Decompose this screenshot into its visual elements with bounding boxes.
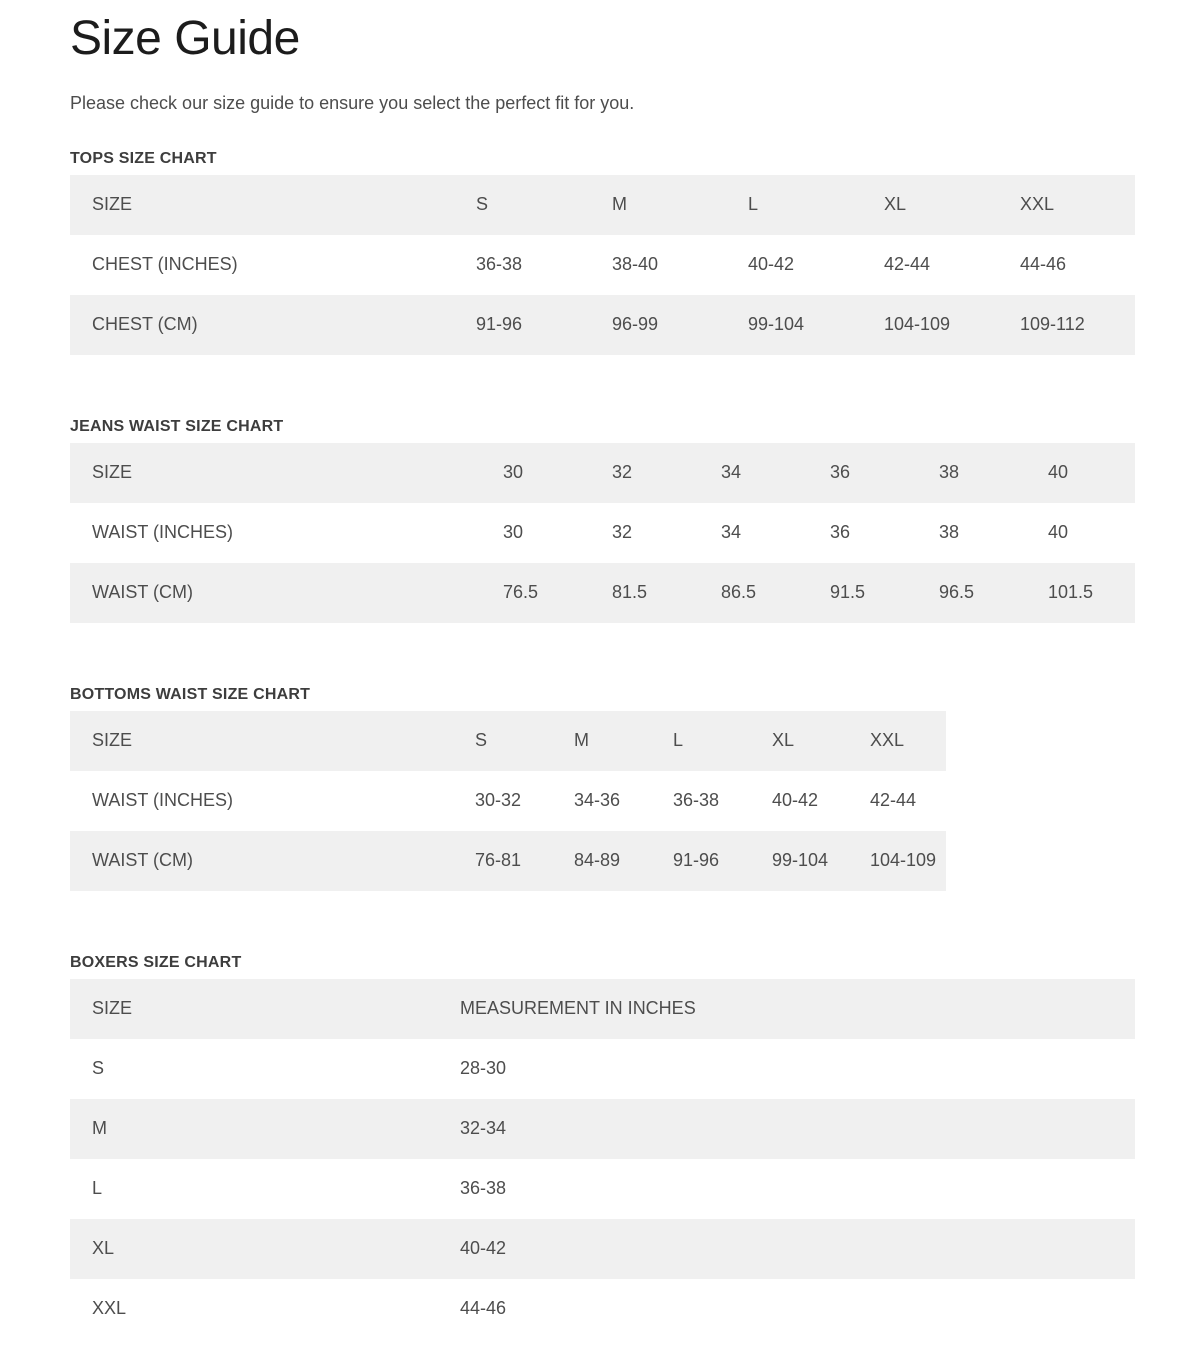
- table-row: [70, 1279, 1135, 1339]
- size-value-cell: 32-34: [460, 1118, 507, 1139]
- row-label: L: [92, 1178, 103, 1199]
- column-header: 36: [830, 462, 851, 483]
- column-header: SIZE: [92, 730, 133, 751]
- size-value-cell: 36: [830, 522, 851, 543]
- size-value-cell: 40: [1048, 522, 1069, 543]
- table-row: [70, 295, 1135, 355]
- table-header-row: [70, 175, 1135, 235]
- column-header: 40: [1048, 462, 1069, 483]
- bottoms-waist-size-chart-heading: BOTTOMS WAIST SIZE CHART: [70, 685, 311, 703]
- size-value-cell: 91-96: [476, 314, 523, 335]
- column-header: XL: [884, 194, 907, 215]
- table-row: [70, 563, 1135, 623]
- table-row: [70, 235, 1135, 295]
- size-value-cell: 109-112: [1020, 314, 1085, 335]
- row-label: CHEST (CM): [92, 314, 198, 335]
- column-header: XXL: [870, 730, 905, 751]
- table-row: [70, 1159, 1135, 1219]
- table-row: [70, 1219, 1135, 1279]
- table-header-row: [70, 979, 1135, 1039]
- tops-size-chart-table: [70, 175, 1135, 355]
- column-header: XL: [772, 730, 795, 751]
- bottoms-waist-size-chart-section: [70, 685, 1135, 891]
- tops-size-chart-section: [70, 149, 1135, 355]
- size-value-cell: 96-99: [612, 314, 659, 335]
- page-title: Size Guide: [70, 12, 300, 65]
- size-value-cell: 42-44: [870, 790, 917, 811]
- size-value-cell: 36-38: [460, 1178, 507, 1199]
- size-value-cell: 44-46: [1020, 254, 1067, 275]
- table-row: [70, 831, 946, 891]
- jeans-waist-size-chart-table: [70, 443, 1135, 623]
- column-header: 34: [721, 462, 742, 483]
- table-row: [70, 1099, 1135, 1159]
- column-header: L: [673, 730, 684, 751]
- table-row: [70, 771, 946, 831]
- size-value-cell: 40-42: [748, 254, 795, 275]
- size-value-cell: 76.5: [503, 582, 539, 603]
- column-header: S: [475, 730, 488, 751]
- row-label: WAIST (INCHES): [92, 790, 234, 811]
- table-header-row: [70, 711, 946, 771]
- tops-size-chart-heading: TOPS SIZE CHART: [70, 149, 217, 167]
- size-value-cell: 32: [612, 522, 633, 543]
- jeans-waist-size-chart-heading: JEANS WAIST SIZE CHART: [70, 417, 284, 435]
- row-label: WAIST (CM): [92, 582, 193, 603]
- size-value-cell: 81.5: [612, 582, 648, 603]
- size-value-cell: 40-42: [460, 1238, 507, 1259]
- size-value-cell: 104-109: [870, 850, 937, 871]
- row-label: WAIST (INCHES): [92, 522, 234, 543]
- row-label: M: [92, 1118, 107, 1139]
- column-header: M: [574, 730, 589, 751]
- size-value-cell: 30: [503, 522, 524, 543]
- size-value-cell: 101.5: [1048, 582, 1094, 603]
- column-header: M: [612, 194, 627, 215]
- size-value-cell: 36-38: [476, 254, 523, 275]
- size-value-cell: 34: [721, 522, 742, 543]
- size-value-cell: 36-38: [673, 790, 720, 811]
- size-value-cell: 99-104: [772, 850, 829, 871]
- boxers-size-chart-section: [70, 953, 1135, 1339]
- column-header: SIZE: [92, 998, 133, 1019]
- table-header-row: [70, 443, 1135, 503]
- size-value-cell: 86.5: [721, 582, 757, 603]
- table-row: [70, 1039, 1135, 1099]
- row-label: WAIST (CM): [92, 850, 193, 871]
- size-value-cell: 91.5: [830, 582, 866, 603]
- boxers-size-chart-table: [70, 979, 1135, 1339]
- column-header: SIZE: [92, 194, 133, 215]
- size-value-cell: 96.5: [939, 582, 975, 603]
- row-label: CHEST (INCHES): [92, 254, 238, 275]
- size-value-cell: 44-46: [460, 1298, 507, 1319]
- column-header: 30: [503, 462, 524, 483]
- row-label: XXL: [92, 1298, 127, 1319]
- column-header: 32: [612, 462, 633, 483]
- size-value-cell: 28-30: [460, 1058, 507, 1079]
- size-value-cell: 84-89: [574, 850, 621, 871]
- size-value-cell: 91-96: [673, 850, 720, 871]
- size-value-cell: 76-81: [475, 850, 522, 871]
- size-value-cell: 104-109: [884, 314, 951, 335]
- table-row: [70, 503, 1135, 563]
- row-label: S: [92, 1058, 105, 1079]
- column-header: XXL: [1020, 194, 1055, 215]
- size-value-cell: 40-42: [772, 790, 819, 811]
- page-subtitle: Please check our size guide to ensure you select the perfect fit for you.: [70, 93, 635, 114]
- size-value-cell: 38: [939, 522, 960, 543]
- boxers-size-chart-heading: BOXERS SIZE CHART: [70, 953, 242, 971]
- column-header: S: [476, 194, 489, 215]
- size-value-cell: 30-32: [475, 790, 522, 811]
- size-value-cell: 99-104: [748, 314, 805, 335]
- column-header: SIZE: [92, 462, 133, 483]
- size-value-cell: 38-40: [612, 254, 659, 275]
- jeans-waist-size-chart-section: [70, 417, 1135, 623]
- column-header: MEASUREMENT IN INCHES: [460, 998, 696, 1019]
- size-value-cell: 42-44: [884, 254, 931, 275]
- column-header: L: [748, 194, 759, 215]
- row-label: XL: [92, 1238, 115, 1259]
- bottoms-waist-size-chart-table: [70, 711, 946, 891]
- size-value-cell: 34-36: [574, 790, 621, 811]
- column-header: 38: [939, 462, 960, 483]
